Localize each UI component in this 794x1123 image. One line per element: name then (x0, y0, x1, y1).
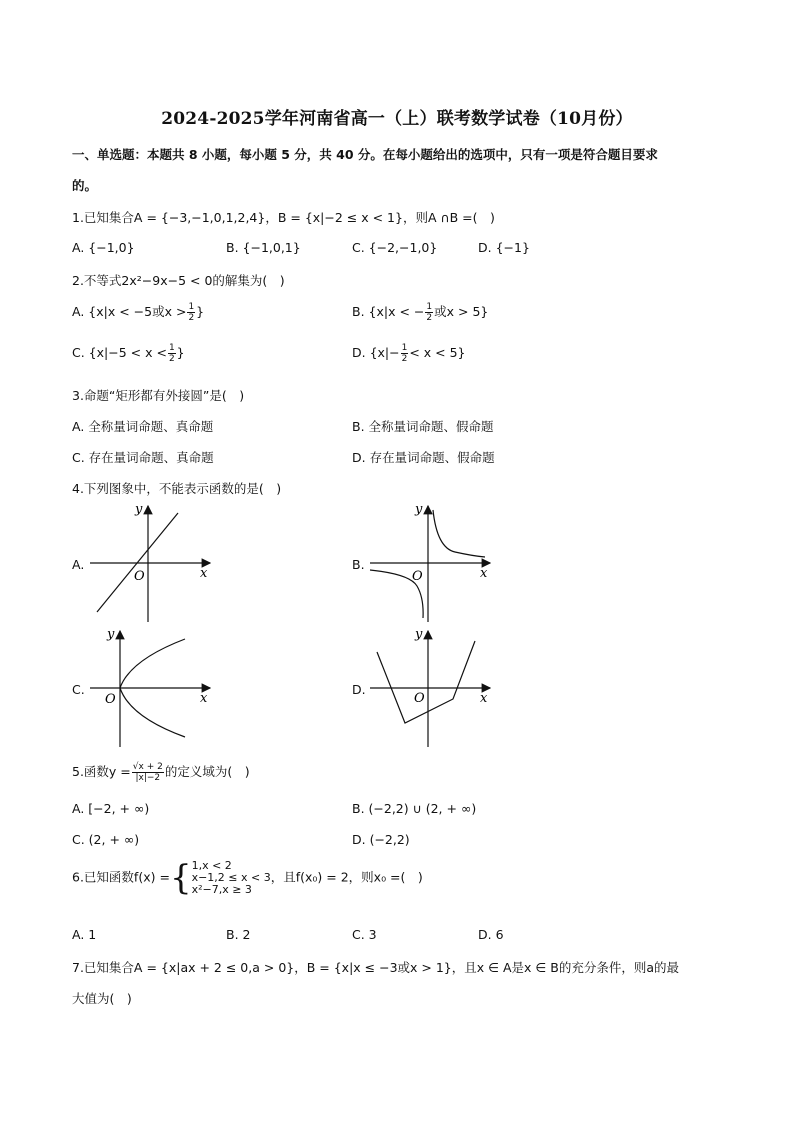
q7-stem-line1: 7.已知集合A = {x|ax + 2 ≤ 0,a > 0}，B = {x|x ≤ −3或x > 1}，且x ∈ A是x ∈ B的充分条件，则a的最 (72, 960, 680, 975)
q2-option-d: D. {x|− $\frac{1}{2}$ < x < 5} (352, 343, 466, 364)
q4d-origin: O (414, 691, 425, 706)
q4-graph-b (365, 500, 495, 625)
q2-option-a: A. {x|x < −5或x > $\frac{1}{2}$ } (72, 302, 205, 323)
q4b-y: y (415, 502, 423, 517)
q2-option-c: C. {x|−5 < x < $\frac{1}{2}$ } (72, 343, 185, 364)
section-heading-line2: 的。 (72, 178, 98, 193)
q4-label-a: A. (72, 557, 85, 572)
q5-option-a: A. [−2, + ∞) (72, 801, 150, 816)
q6-stem: 6.已知函数f(x) ={ 1,x < 2 x−1,2 ≤ x < 3 x²−7,x ≥ 3 ，且f(x₀) = 2，则x₀ =( ) (72, 858, 423, 898)
q5-option-d: D. (−2,2) (352, 832, 410, 847)
q4b-x: x (480, 566, 488, 581)
q6-option-a: A. 1 (72, 927, 97, 942)
q4d-y: y (415, 627, 423, 642)
q4-label-d: D. (352, 682, 366, 697)
q4-graph-c (85, 625, 215, 750)
q3-option-d: D. 存在量词命题、假命题 (352, 450, 495, 465)
q7-stem-line2: 大值为( ) (72, 991, 132, 1006)
q1-option-c: C. {−2,−1,0} (352, 240, 438, 255)
q4a-y: y (135, 502, 143, 517)
q4c-x: x (200, 691, 208, 706)
q4b-origin: O (412, 569, 423, 584)
q3-stem: 3.命题“矩形都有外接圆”是( ) (72, 388, 245, 403)
q1-option-d: D. {−1} (478, 240, 530, 255)
q4a-x: x (200, 566, 208, 581)
q5-stem: 5.函数y = $\frac{√x + 2}{|x|-2}$ 的定义域为( ) (72, 762, 250, 783)
q4-graph-d (365, 625, 495, 750)
q5-option-c: C. (2, + ∞) (72, 832, 140, 847)
q4c-y: y (107, 627, 115, 642)
q3-option-b: B. 全称量词命题、假命题 (352, 419, 494, 434)
q1-stem: 1.已知集合A = {−3,−1,0,1,2,4}，B = {x|−2 ≤ x < 1}，则A ∩B =( ) (72, 210, 495, 225)
q5-option-b: B. (−2,2) ∪ (2, + ∞) (352, 801, 477, 816)
q6-option-d: D. 6 (478, 927, 504, 942)
q3-option-c: C. 存在量词命题、真命题 (72, 450, 214, 465)
section-heading-line1: 一、单选题：本题共 8 小题，每小题 5 分，共 40 分。在每小题给出的选项中，只有一项是符合题目要求 (72, 147, 658, 162)
q4-label-c: C. (72, 682, 85, 697)
q4-graph-a (85, 500, 215, 625)
q6-option-b: B. 2 (226, 927, 251, 942)
q4-label-b: B. (352, 557, 365, 572)
q1-option-a: A. {−1,0} (72, 240, 135, 255)
q4a-origin: O (134, 569, 145, 584)
q2-option-b: B. {x|x < − $\frac{1}{2}$ 或x > 5} (352, 302, 489, 323)
q4-stem: 4.下列图象中，不能表示函数的是( ) (72, 481, 282, 496)
q4d-x: x (480, 691, 488, 706)
page-title: 2024-2025学年河南省高一（上）联考数学试卷（10月份） (161, 109, 633, 129)
q3-option-a: A. 全称量词命题、真命题 (72, 419, 214, 434)
q1-option-b: B. {−1,0,1} (226, 240, 301, 255)
q6-option-c: C. 3 (352, 927, 377, 942)
q4c-origin: O (105, 692, 116, 707)
q2-stem: 2.不等式2x²−9x−5 < 0的解集为( ) (72, 273, 285, 288)
